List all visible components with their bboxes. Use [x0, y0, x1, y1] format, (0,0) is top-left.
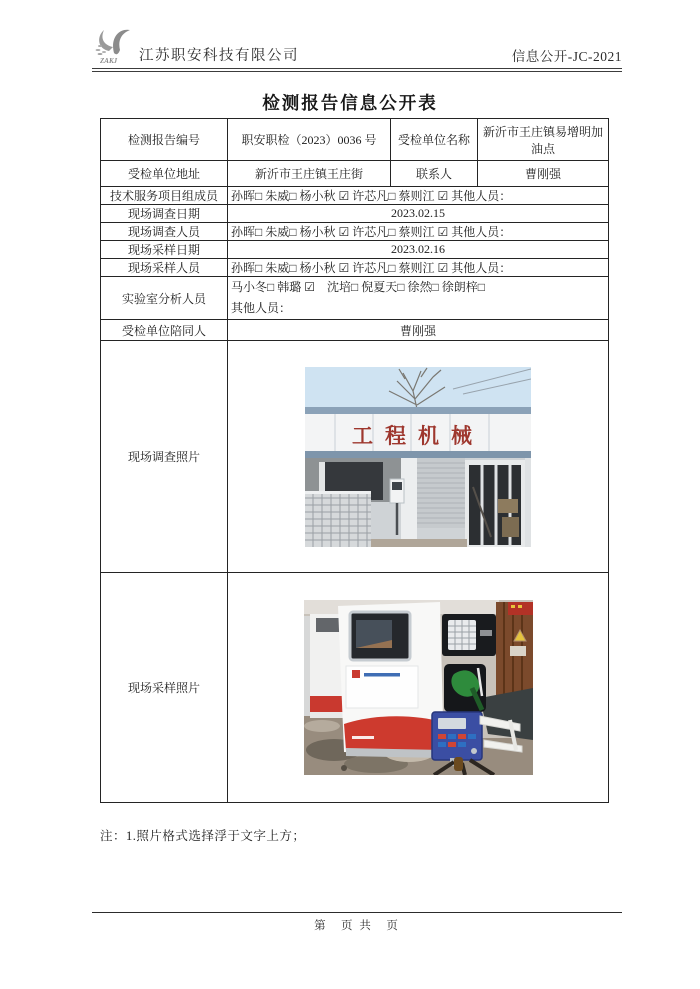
red-banner — [508, 602, 533, 615]
page-title: 检测报告信息公开表 — [262, 93, 438, 113]
escort-value: 曹刚强 — [228, 320, 609, 341]
survey-date-value: 2023.02.15 — [228, 205, 609, 223]
report-no-value: 职安职检（2023）0036 号 — [228, 119, 391, 161]
table-row — [101, 573, 609, 803]
survey-photo-label: 现场调查照片 — [101, 341, 228, 573]
team-members-checkboxes: 孙晖□ 朱威□ 杨小秋 ☑ 许芯凡□ 蔡则江 ☑ 其他人员： — [228, 187, 609, 205]
unit-name-label: 受检单位名称 — [391, 119, 478, 161]
fuel-nozzle — [444, 664, 486, 712]
unit-address-value: 新沂市王庄镇王庄街 — [228, 161, 391, 187]
table-row — [101, 161, 609, 187]
unit-name-value: 新沂市王庄镇易增明加油点 — [478, 119, 609, 161]
report-no-label: 检测报告编号 — [101, 119, 228, 161]
survey-staff-checkboxes: 孙晖□ 朱威□ 杨小秋 ☑ 许芯凡□ 蔡则江 ☑ 其他人员： — [228, 223, 609, 241]
main-fuel-dispenser — [338, 602, 444, 758]
table-row — [101, 205, 609, 223]
sample-date-value: 2023.02.16 — [228, 241, 609, 259]
lab-staff-checkboxes — [228, 277, 609, 320]
footnote: 注：1.照片格式选择浮于文字上方； — [100, 829, 306, 843]
survey-staff-label: 现场调查人员 — [101, 223, 228, 241]
roller-shutter — [417, 458, 465, 528]
survey-photo-cell — [228, 341, 609, 573]
glass-doors — [465, 460, 525, 547]
company-logo-icon — [92, 26, 136, 66]
contact-value: 曹刚强 — [478, 161, 609, 187]
storefront-sign-text: 工程机械 — [352, 423, 484, 448]
sample-date-label: 现场采样日期 — [101, 241, 228, 259]
document-code: 信息公开-JC-2021 — [511, 48, 622, 64]
table-row — [101, 119, 609, 161]
contact-label: 联系人 — [391, 161, 478, 187]
sampling-photo — [304, 600, 533, 775]
table-row — [101, 259, 609, 277]
survey-date-label: 现场调查日期 — [101, 205, 228, 223]
lattice-wall — [305, 491, 371, 547]
table-row — [101, 187, 609, 205]
escort-label: 受检单位陪同人 — [101, 320, 228, 341]
sample-staff-label: 现场采样人员 — [101, 259, 228, 277]
table-row — [101, 341, 609, 573]
unit-address-label: 受检单位地址 — [101, 161, 228, 187]
table-row — [101, 277, 609, 320]
company-brand — [92, 26, 299, 66]
report-info-table — [100, 118, 609, 803]
page-header — [92, 24, 622, 72]
table-row — [101, 320, 609, 341]
lab-staff-label: 实验室分析人员 — [101, 277, 228, 320]
page-number-text: 第 页 共 页 — [314, 920, 400, 932]
team-label: 技术服务项目组成员 — [101, 187, 228, 205]
red-band — [344, 716, 444, 752]
company-name: 江苏职安科技有限公司 — [139, 47, 299, 64]
sample-bottle — [454, 757, 463, 771]
table-row — [101, 241, 609, 259]
sample-staff-checkboxes: 孙晖□ 朱威□ 杨小秋 ☑ 许芯凡□ 蔡则江 ☑ 其他人员： — [228, 259, 609, 277]
lab-staff-line2: 其他人员： — [231, 301, 292, 315]
table-row — [101, 223, 609, 241]
page-footer — [92, 912, 622, 933]
lab-staff-line1: 马小冬□ 韩璐 ☑ 沈培□ 倪夏天□ 徐然□ 徐朗梓□ — [231, 280, 485, 294]
survey-photo — [305, 367, 531, 547]
svg-text:ZAKJ: ZAKJ — [100, 57, 118, 65]
sample-photo-label: 现场采样照片 — [101, 573, 228, 803]
keypad-panel — [442, 614, 496, 656]
sample-photo-cell — [228, 573, 609, 803]
